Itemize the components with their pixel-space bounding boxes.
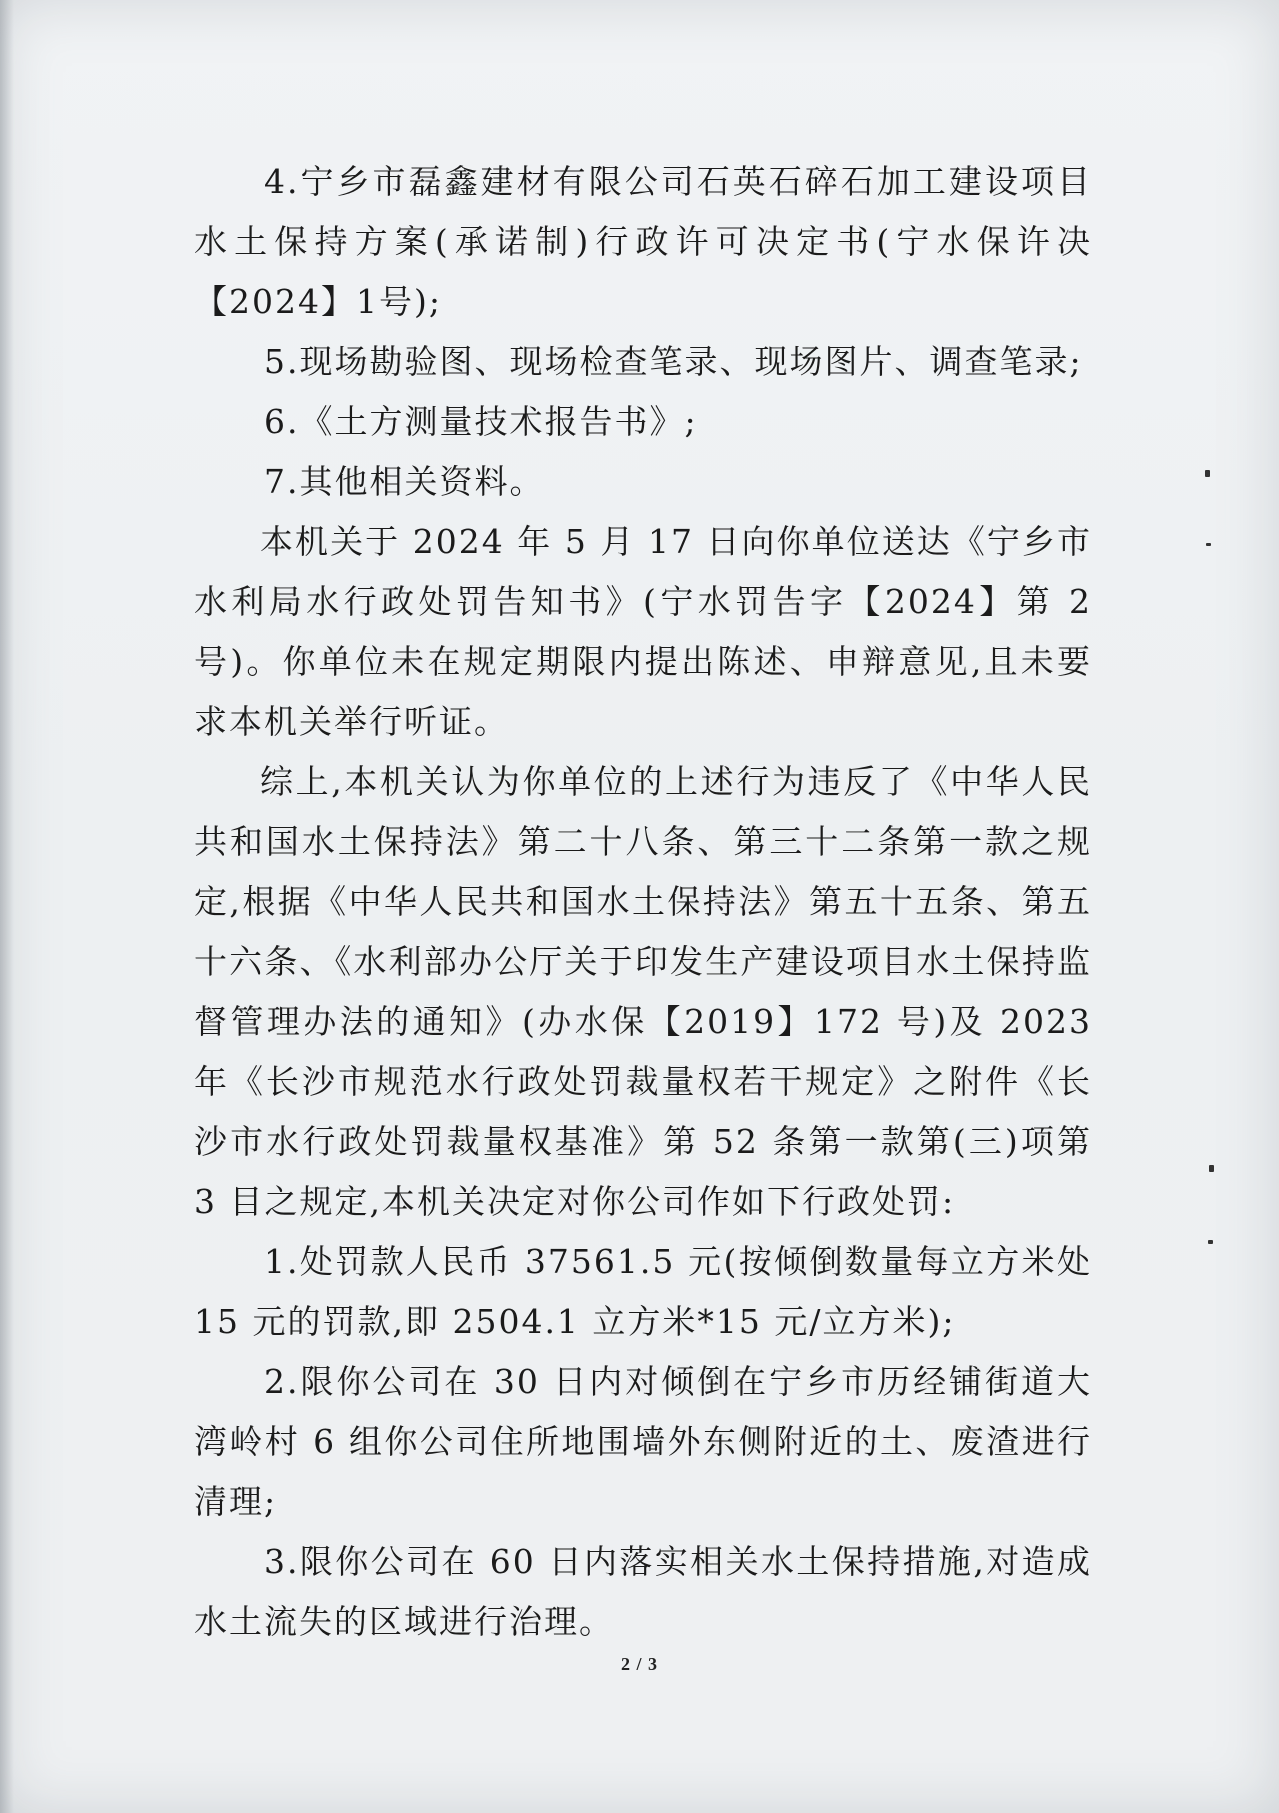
evidence-item-7: 7.其他相关资料。	[264, 462, 545, 501]
penalty-item-3: 3.限你公司在 60 日内落实相关水土保持措施,对造成水土流失的区域进行治理。	[194, 1542, 1092, 1641]
evidence-item-4: 4.宁乡市磊鑫建材有限公司石英石碎石加工建设项目水土保持方案(承诺制)行政许可决定书(宁水保许决【2024】1号);	[194, 162, 1092, 321]
scan-speck	[1206, 543, 1211, 546]
conclusion-paragraph: 综上,本机关认为你单位的上述行为违反了《中华人民共和国水土保持法》第二十八条、第三十二条第一款之规定,根据《中华人民共和国水土保持法》第五十五条、第五十六条、《水利部办公厅关于印发生产建设项目水土保持监督管理办法的通知》(办水保【2019】172 号)及 2023 年《长沙市规范水行政处罚裁量权若干规定》之附件《长沙市水行政处罚裁量权基准》第 52 条第一款第(三)项第 3 目之规定,本机关决定对你公司作如下行政处罚:	[194, 762, 1105, 1221]
evidence-item-5: 5.现场勘验图、现场检查笔录、现场图片、调查笔录;	[264, 342, 1083, 381]
penalty-item-2: 2.限你公司在 30 日内对倾倒在宁乡市历经铺街道大湾岭村 6 组你公司住所地围墙外东侧附近的土、废渣进行清理;	[194, 1362, 1092, 1521]
evidence-item-6: 6.《土方测量技术报告书》;	[264, 402, 698, 441]
page-edge-shadow	[0, 0, 14, 1813]
page-number: 2 / 3	[620, 1654, 658, 1674]
document-body	[194, 152, 1105, 1652]
scan-speck	[1205, 470, 1210, 477]
scan-speck	[1209, 1165, 1214, 1172]
notice-delivery-paragraph: 本机关于 2024 年 5 月 17 日向你单位送达《宁乡市水利局水行政处罚告知书》(宁水罚告字【2024】第 2 号)。你单位未在规定期限内提出陈述、申辩意见,且未要求本机关举行听证。	[194, 522, 1105, 741]
penalty-item-1: 1.处罚款人民币 37561.5 元(按倾倒数量每立方米处 15 元的罚款,即 2504.1 立方米*15 元/立方米);	[194, 1242, 1105, 1341]
scan-speck	[1208, 1240, 1213, 1244]
